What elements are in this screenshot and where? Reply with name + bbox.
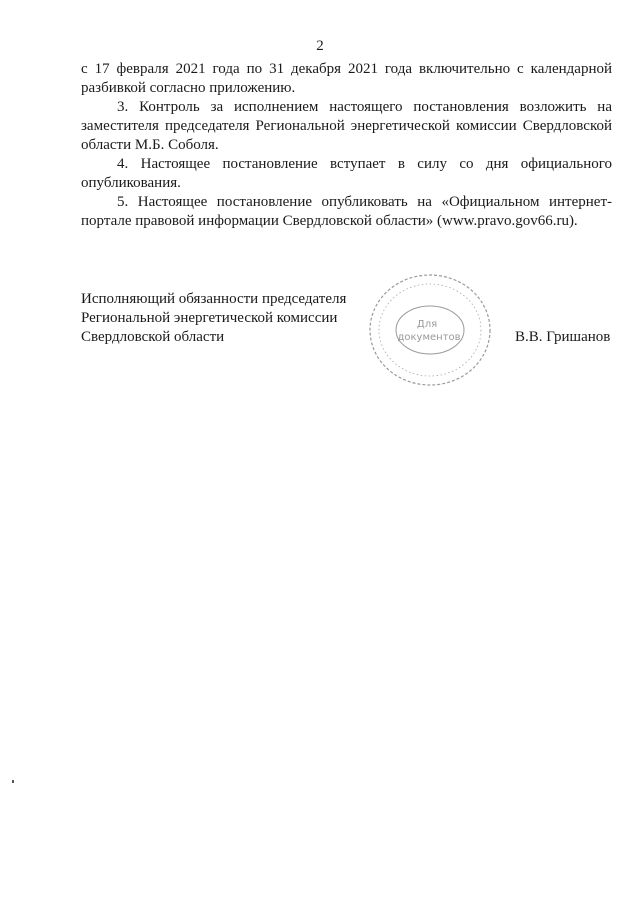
paragraph-control: 3. Контроль за исполнением настоящего постановления возложить на заместителя председателя Региональной энергетической комиссии Свердловской области М.Б. Соболя. xyxy=(81,99,612,153)
document-body xyxy=(81,60,612,231)
paragraph-effective: 4. Настоящее постановление вступает в силу со дня официального опубликования. xyxy=(81,156,612,191)
signer-position xyxy=(81,290,346,347)
signer-position-line-1: Исполняющий обязанности председателя xyxy=(81,291,347,307)
signer-name: В.В. Гришанов xyxy=(515,329,611,345)
margin-speck xyxy=(12,780,14,783)
stamp-text-line-2: документов xyxy=(397,332,461,343)
signer-position-line-3: Свердловской области xyxy=(81,329,225,345)
stamp-inner-ring xyxy=(396,306,464,354)
stamp-outer-ring xyxy=(370,275,490,385)
official-stamp xyxy=(365,270,495,390)
paragraph-continuation: с 17 февраля 2021 года по 31 декабря 2021 года включительно с календарной разбивкой согласно приложению. xyxy=(81,61,612,96)
signer-position-line-2: Региональной энергетической комиссии xyxy=(81,310,338,326)
stamp-mid-ring xyxy=(379,284,481,376)
stamp-text-line-1: Для xyxy=(416,319,438,330)
page-number: 2 xyxy=(316,38,324,54)
paragraph-publish: 5. Настоящее постановление опубликовать на «Официальном интернет-портале правовой информации Свердловской области» (www.pravo.gov66.ru). xyxy=(81,194,612,229)
